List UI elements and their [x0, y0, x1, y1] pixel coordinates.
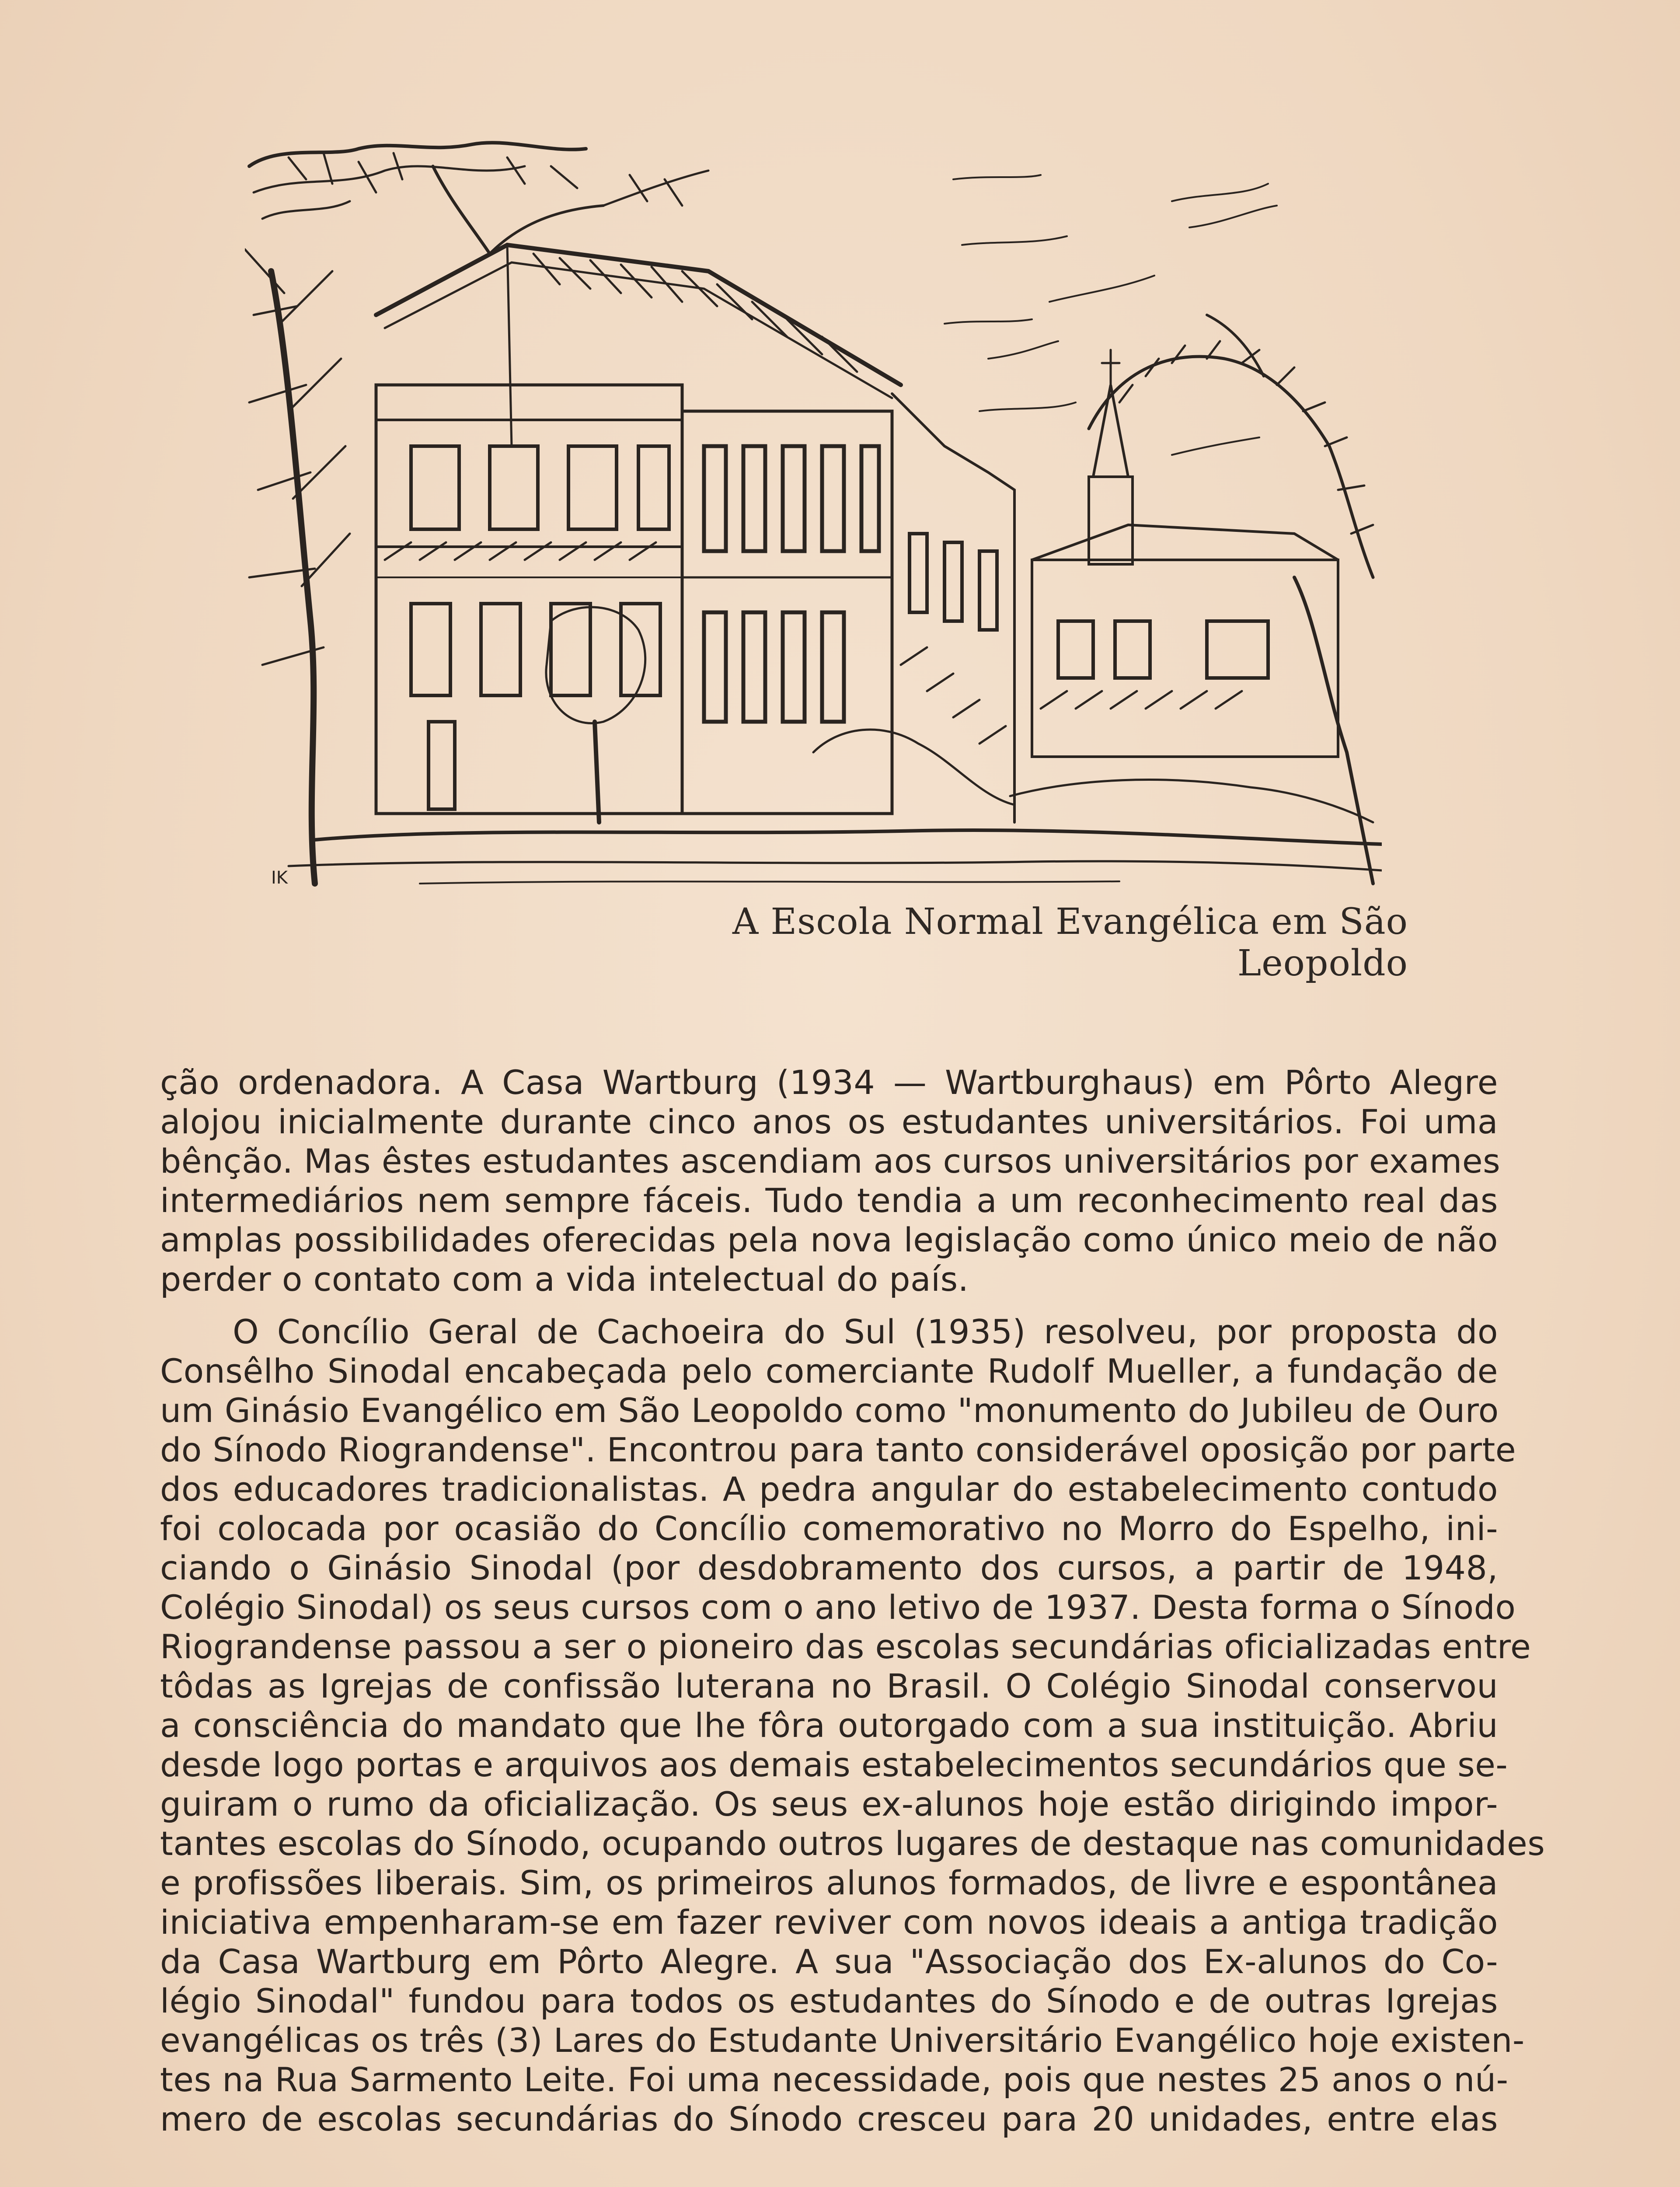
text-line: do Sínodo Riograndense". Encontrou para tanto considerável oposição por parte [160, 1430, 1516, 1469]
figure-caption: A Escola Normal Evangélica em São Leopoldo [732, 901, 1408, 984]
artist-mark: IK [271, 868, 288, 888]
text-line: guiram o rumo da oficialização. Os seus ex-alunos hoje estão dirigindo impor- [160, 1785, 1498, 1824]
text-line: alojou inicialmente durante cinco anos os estudantes universitários. Foi uma [160, 1102, 1498, 1141]
text-line: iniciativa empenharam-se em fazer reviver com novos ideais a antiga tradição [160, 1903, 1498, 1942]
text-line: intermediários nem sempre fáceis. Tudo tendia a um reconhecimento real das [160, 1181, 1498, 1220]
text-line: a consciência do mandato que lhe fôra outorgado com a sua instituição. Abriu [160, 1706, 1498, 1745]
text-line: Riograndense passou a ser o pioneiro das escolas secundárias oficializadas entre [160, 1627, 1531, 1666]
text-line: ciando o Ginásio Sinodal (por desdobramento dos cursos, a partir de 1948, [160, 1548, 1498, 1587]
paragraph-1 [160, 1063, 1501, 1299]
text-line: e profissões liberais. Sim, os primeiros alunos formados, de livre e espontânea [160, 1863, 1498, 1902]
text-line: evangélicas os três (3) Lares do Estudante Universitário Evangélico hoje existen- [160, 2021, 1525, 2060]
text-line: foi colocada por ocasião do Concílio comemorativo no Morro do Espelho, ini- [160, 1509, 1498, 1548]
text-line: tôdas as Igrejas de confissão luterana no Brasil. O Colégio Sinodal conservou [160, 1666, 1498, 1705]
school-illustration [245, 140, 1382, 892]
text-line: tantes escolas do Sínodo, ocupando outros lugares de destaque nas comunidades [160, 1824, 1545, 1863]
body-text [160, 1063, 1545, 2139]
text-line: O Concílio Geral de Cachoeira do Sul (1935) resolveu, por proposta do [233, 1312, 1498, 1351]
text-line: amplas possibilidades oferecidas pela nova legislação como único meio de não [160, 1220, 1498, 1259]
text-line: ção ordenadora. A Casa Wartburg (1934 — Wartburghaus) em Pôrto Alegre [160, 1063, 1498, 1102]
text-line: dos educadores tradicionalistas. A pedra angular do estabelecimento contudo [160, 1470, 1498, 1509]
text-line: Consêlho Sinodal encabeçada pelo comerciante Rudolf Mueller, a fundação de [160, 1352, 1498, 1390]
text-line: desde logo portas e arquivos aos demais estabelecimentos secundários que se- [160, 1745, 1508, 1784]
text-line: tes na Rua Sarmento Leite. Foi uma necessidade, pois que nestes 25 anos o nú- [160, 2060, 1509, 2099]
text-line: légio Sinodal" fundou para todos os estudantes do Sínodo e de outras Igrejas [160, 1981, 1498, 2020]
text-line: da Casa Wartburg em Pôrto Alegre. A sua "Associação dos Ex-alunos do Co- [160, 1942, 1498, 1981]
text-line: Colégio Sinodal) os seus cursos com o ano letivo de 1937. Desta forma o Sínodo [160, 1588, 1516, 1627]
text-line: um Ginásio Evangélico em São Leopoldo como "monumento do Jubileu de Ouro [160, 1391, 1499, 1430]
text-line: perder o contato com a vida intelectual do país. [160, 1260, 969, 1299]
text-line: bênção. Mas êstes estudantes ascendiam aos cursos universitários por exames [160, 1142, 1501, 1181]
text-line: mero de escolas secundárias do Sínodo cresceu para 20 unidades, entre elas [160, 2100, 1498, 2138]
paragraph-2 [160, 1312, 1545, 2139]
building-sketch-drawing [245, 140, 1382, 892]
